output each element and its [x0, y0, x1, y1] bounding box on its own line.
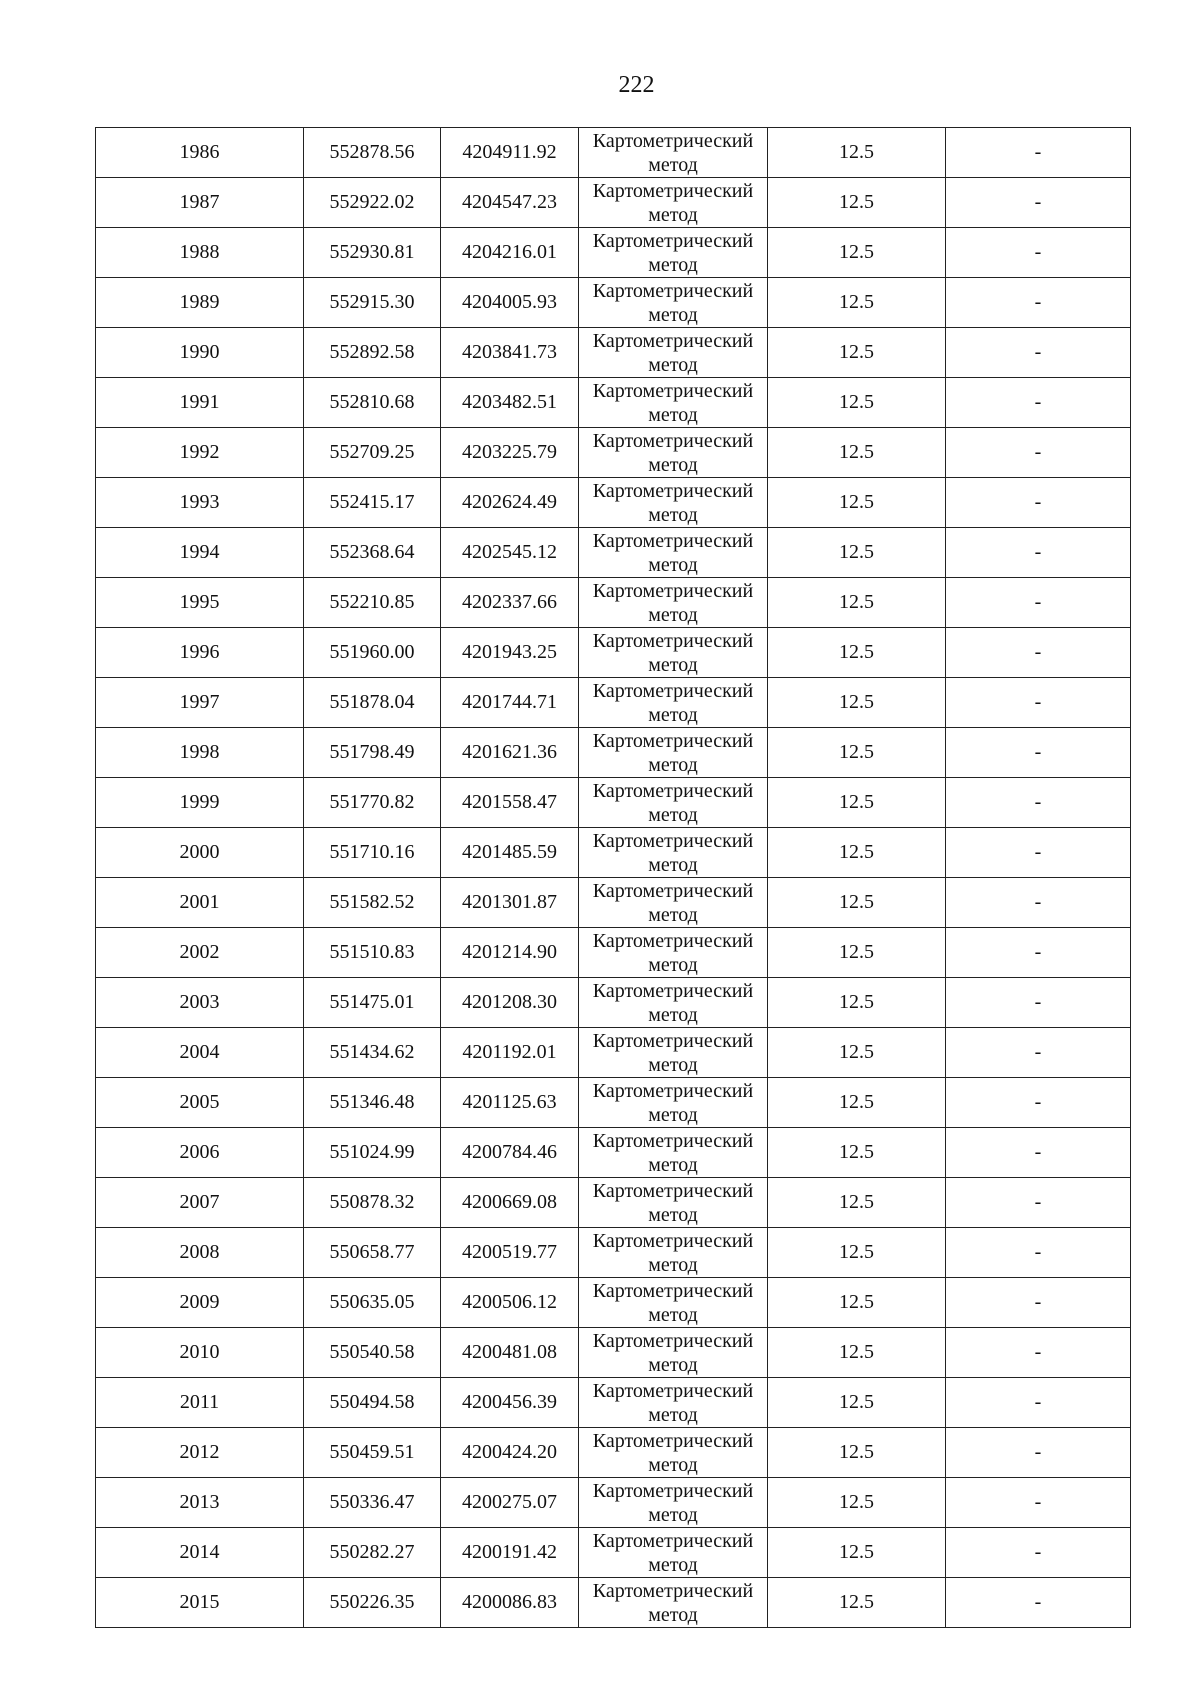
table-row: [96, 1328, 1131, 1378]
accuracy-cell: 12.5: [768, 428, 946, 478]
x-coordinate-cell: 552709.25: [304, 428, 441, 478]
method-cell: [579, 1328, 768, 1378]
accuracy-cell: 12.5: [768, 1578, 946, 1628]
coordinates-table: [95, 127, 1131, 1628]
point-number-cell: 1997: [96, 678, 304, 728]
method-line-1: Картометрический: [592, 1529, 754, 1552]
method-cell: [579, 1478, 768, 1528]
accuracy-cell: 12.5: [768, 928, 946, 978]
method-cell: [579, 1128, 768, 1178]
method-cell: [579, 528, 768, 578]
y-coordinate-cell: 4200275.07: [441, 1478, 579, 1528]
method-cell: [579, 1378, 768, 1428]
point-number-cell: 1996: [96, 628, 304, 678]
note-cell: -: [946, 628, 1131, 678]
method-line-1: Картометрический: [592, 679, 754, 702]
y-coordinate-cell: 4201208.30: [441, 978, 579, 1028]
method-line-2: метод: [648, 803, 698, 826]
note-cell: -: [946, 578, 1131, 628]
table-row: [96, 978, 1131, 1028]
method-line-2: метод: [648, 703, 698, 726]
method-line-2: метод: [648, 1353, 698, 1376]
accuracy-cell: 12.5: [768, 1178, 946, 1228]
table-row: [96, 1178, 1131, 1228]
accuracy-cell: 12.5: [768, 878, 946, 928]
point-number-cell: 1987: [96, 178, 304, 228]
method-line-2: метод: [648, 1253, 698, 1276]
y-coordinate-cell: 4201192.01: [441, 1028, 579, 1078]
method-line-1: Картометрический: [592, 779, 754, 802]
table-row: [96, 928, 1131, 978]
x-coordinate-cell: 551770.82: [304, 778, 441, 828]
point-number-cell: 2001: [96, 878, 304, 928]
note-cell: -: [946, 428, 1131, 478]
note-cell: -: [946, 378, 1131, 428]
method-cell: [579, 578, 768, 628]
x-coordinate-cell: 550635.05: [304, 1278, 441, 1328]
point-number-cell: 1990: [96, 328, 304, 378]
accuracy-cell: 12.5: [768, 1078, 946, 1128]
method-line-2: метод: [648, 1203, 698, 1226]
table-row: [96, 1028, 1131, 1078]
accuracy-cell: 12.5: [768, 378, 946, 428]
y-coordinate-cell: 4201301.87: [441, 878, 579, 928]
method-line-2: метод: [648, 753, 698, 776]
point-number-cell: 2003: [96, 978, 304, 1028]
table-row: [96, 178, 1131, 228]
method-line-2: метод: [648, 1603, 698, 1626]
x-coordinate-cell: 552368.64: [304, 528, 441, 578]
point-number-cell: 2015: [96, 1578, 304, 1628]
table-row: [96, 778, 1131, 828]
method-cell: [579, 878, 768, 928]
x-coordinate-cell: 551434.62: [304, 1028, 441, 1078]
accuracy-cell: 12.5: [768, 778, 946, 828]
accuracy-cell: 12.5: [768, 828, 946, 878]
table-row: [96, 378, 1131, 428]
y-coordinate-cell: 4200456.39: [441, 1378, 579, 1428]
accuracy-cell: 12.5: [768, 978, 946, 1028]
x-coordinate-cell: 550226.35: [304, 1578, 441, 1628]
point-number-cell: 2006: [96, 1128, 304, 1178]
method-line-2: метод: [648, 553, 698, 576]
method-line-1: Картометрический: [592, 1379, 754, 1402]
note-cell: -: [946, 1528, 1131, 1578]
point-number-cell: 1986: [96, 128, 304, 178]
method-cell: [579, 1228, 768, 1278]
note-cell: -: [946, 1078, 1131, 1128]
method-line-1: Картометрический: [592, 1479, 754, 1502]
method-cell: [579, 1528, 768, 1578]
accuracy-cell: 12.5: [768, 328, 946, 378]
method-line-1: Картометрический: [592, 279, 754, 302]
note-cell: -: [946, 828, 1131, 878]
method-cell: [579, 278, 768, 328]
table-row: [96, 1128, 1131, 1178]
x-coordinate-cell: 551798.49: [304, 728, 441, 778]
method-line-1: Картометрический: [592, 1179, 754, 1202]
accuracy-cell: 12.5: [768, 1278, 946, 1328]
point-number-cell: 1991: [96, 378, 304, 428]
method-line-2: метод: [648, 1003, 698, 1026]
method-line-1: Картометрический: [592, 1229, 754, 1252]
method-line-1: Картометрический: [592, 329, 754, 352]
note-cell: -: [946, 1228, 1131, 1278]
y-coordinate-cell: 4201485.59: [441, 828, 579, 878]
note-cell: -: [946, 478, 1131, 528]
table-row: [96, 1428, 1131, 1478]
method-line-1: Картометрический: [592, 1329, 754, 1352]
method-cell: [579, 978, 768, 1028]
point-number-cell: 2002: [96, 928, 304, 978]
method-line-1: Картометрический: [592, 1079, 754, 1102]
method-cell: [579, 828, 768, 878]
method-line-2: метод: [648, 503, 698, 526]
method-cell: [579, 678, 768, 728]
table-row: [96, 128, 1131, 178]
y-coordinate-cell: 4200424.20: [441, 1428, 579, 1478]
table-row: [96, 728, 1131, 778]
y-coordinate-cell: 4204216.01: [441, 228, 579, 278]
method-line-2: метод: [648, 203, 698, 226]
point-number-cell: 2011: [96, 1378, 304, 1428]
x-coordinate-cell: 552915.30: [304, 278, 441, 328]
method-line-2: метод: [648, 1453, 698, 1476]
table-row: [96, 328, 1131, 378]
method-line-1: Картометрический: [592, 529, 754, 552]
method-line-1: Картометрический: [592, 179, 754, 202]
x-coordinate-cell: 552810.68: [304, 378, 441, 428]
method-line-1: Картометрический: [592, 979, 754, 1002]
accuracy-cell: 12.5: [768, 628, 946, 678]
method-cell: [579, 1428, 768, 1478]
accuracy-cell: 12.5: [768, 1328, 946, 1378]
x-coordinate-cell: 550282.27: [304, 1528, 441, 1578]
method-line-2: метод: [648, 903, 698, 926]
method-line-2: метод: [648, 853, 698, 876]
table-row: [96, 878, 1131, 928]
point-number-cell: 1993: [96, 478, 304, 528]
point-number-cell: 2000: [96, 828, 304, 878]
table-row: [96, 828, 1131, 878]
point-number-cell: 2014: [96, 1528, 304, 1578]
method-line-2: метод: [648, 603, 698, 626]
x-coordinate-cell: 552930.81: [304, 228, 441, 278]
note-cell: -: [946, 1128, 1131, 1178]
method-cell: [579, 1078, 768, 1128]
point-number-cell: 1994: [96, 528, 304, 578]
method-line-2: метод: [648, 1553, 698, 1576]
note-cell: -: [946, 678, 1131, 728]
accuracy-cell: 12.5: [768, 1428, 946, 1478]
y-coordinate-cell: 4201943.25: [441, 628, 579, 678]
note-cell: -: [946, 1478, 1131, 1528]
page-number: 222: [618, 72, 655, 98]
method-cell: [579, 478, 768, 528]
note-cell: -: [946, 278, 1131, 328]
note-cell: -: [946, 528, 1131, 578]
method-line-2: метод: [648, 253, 698, 276]
accuracy-cell: 12.5: [768, 728, 946, 778]
table-row: [96, 1578, 1131, 1628]
x-coordinate-cell: 551024.99: [304, 1128, 441, 1178]
y-coordinate-cell: 4201125.63: [441, 1078, 579, 1128]
method-cell: [579, 328, 768, 378]
accuracy-cell: 12.5: [768, 478, 946, 528]
point-number-cell: 1992: [96, 428, 304, 478]
table-row: [96, 1078, 1131, 1128]
x-coordinate-cell: 552415.17: [304, 478, 441, 528]
method-line-1: Картометрический: [592, 829, 754, 852]
method-line-1: Картометрический: [592, 229, 754, 252]
note-cell: -: [946, 1578, 1131, 1628]
table-row: [96, 578, 1131, 628]
accuracy-cell: 12.5: [768, 1128, 946, 1178]
method-cell: [579, 428, 768, 478]
x-coordinate-cell: 550336.47: [304, 1478, 441, 1528]
method-line-1: Картометрический: [592, 579, 754, 602]
table-row: [96, 678, 1131, 728]
accuracy-cell: 12.5: [768, 1228, 946, 1278]
method-line-1: Картометрический: [592, 929, 754, 952]
point-number-cell: 2008: [96, 1228, 304, 1278]
method-line-1: Картометрический: [592, 879, 754, 902]
accuracy-cell: 12.5: [768, 178, 946, 228]
point-number-cell: 2004: [96, 1028, 304, 1078]
y-coordinate-cell: 4201214.90: [441, 928, 579, 978]
y-coordinate-cell: 4201621.36: [441, 728, 579, 778]
table-row: [96, 1378, 1131, 1428]
method-cell: [579, 778, 768, 828]
method-cell: [579, 928, 768, 978]
note-cell: -: [946, 1178, 1131, 1228]
x-coordinate-cell: 551582.52: [304, 878, 441, 928]
note-cell: -: [946, 878, 1131, 928]
point-number-cell: 2009: [96, 1278, 304, 1328]
method-line-1: Картометрический: [592, 479, 754, 502]
method-line-1: Картометрический: [592, 629, 754, 652]
note-cell: -: [946, 1428, 1131, 1478]
method-line-1: Картометрический: [592, 1029, 754, 1052]
x-coordinate-cell: 550494.58: [304, 1378, 441, 1428]
x-coordinate-cell: 550459.51: [304, 1428, 441, 1478]
method-cell: [579, 1278, 768, 1328]
accuracy-cell: 12.5: [768, 1478, 946, 1528]
method-cell: [579, 628, 768, 678]
y-coordinate-cell: 4200481.08: [441, 1328, 579, 1378]
y-coordinate-cell: 4200784.46: [441, 1128, 579, 1178]
x-coordinate-cell: 551960.00: [304, 628, 441, 678]
accuracy-cell: 12.5: [768, 578, 946, 628]
x-coordinate-cell: 551878.04: [304, 678, 441, 728]
note-cell: -: [946, 778, 1131, 828]
method-line-2: метод: [648, 1503, 698, 1526]
accuracy-cell: 12.5: [768, 1378, 946, 1428]
y-coordinate-cell: 4200191.42: [441, 1528, 579, 1578]
point-number-cell: 1998: [96, 728, 304, 778]
table-row: [96, 528, 1131, 578]
y-coordinate-cell: 4200506.12: [441, 1278, 579, 1328]
y-coordinate-cell: 4202624.49: [441, 478, 579, 528]
x-coordinate-cell: 552878.56: [304, 128, 441, 178]
method-line-2: метод: [648, 303, 698, 326]
method-cell: [579, 1178, 768, 1228]
x-coordinate-cell: 552892.58: [304, 328, 441, 378]
y-coordinate-cell: 4204005.93: [441, 278, 579, 328]
table-row: [96, 1478, 1131, 1528]
table-row: [96, 278, 1131, 328]
point-number-cell: 2005: [96, 1078, 304, 1128]
accuracy-cell: 12.5: [768, 128, 946, 178]
method-line-2: метод: [648, 403, 698, 426]
y-coordinate-cell: 4203225.79: [441, 428, 579, 478]
method-line-1: Картометрический: [592, 729, 754, 752]
note-cell: -: [946, 1278, 1131, 1328]
note-cell: -: [946, 728, 1131, 778]
note-cell: -: [946, 228, 1131, 278]
note-cell: -: [946, 328, 1131, 378]
point-number-cell: 2010: [96, 1328, 304, 1378]
y-coordinate-cell: 4202337.66: [441, 578, 579, 628]
point-number-cell: 2007: [96, 1178, 304, 1228]
point-number-cell: 2012: [96, 1428, 304, 1478]
x-coordinate-cell: 550540.58: [304, 1328, 441, 1378]
method-cell: [579, 728, 768, 778]
y-coordinate-cell: 4200086.83: [441, 1578, 579, 1628]
method-line-2: метод: [648, 1103, 698, 1126]
method-line-1: Картометрический: [592, 1429, 754, 1452]
method-cell: [579, 128, 768, 178]
method-line-1: Картометрический: [592, 1129, 754, 1152]
method-cell: [579, 178, 768, 228]
table-row: [96, 1278, 1131, 1328]
note-cell: -: [946, 1028, 1131, 1078]
x-coordinate-cell: 551510.83: [304, 928, 441, 978]
method-line-2: метод: [648, 1153, 698, 1176]
coordinates-table-body: [96, 128, 1131, 1628]
method-line-1: Картометрический: [592, 379, 754, 402]
point-number-cell: 2013: [96, 1478, 304, 1528]
method-cell: [579, 378, 768, 428]
method-cell: [579, 1578, 768, 1628]
method-line-2: метод: [648, 353, 698, 376]
y-coordinate-cell: 4203482.51: [441, 378, 579, 428]
y-coordinate-cell: 4204547.23: [441, 178, 579, 228]
note-cell: -: [946, 1328, 1131, 1378]
y-coordinate-cell: 4204911.92: [441, 128, 579, 178]
note-cell: -: [946, 978, 1131, 1028]
accuracy-cell: 12.5: [768, 528, 946, 578]
x-coordinate-cell: 550658.77: [304, 1228, 441, 1278]
x-coordinate-cell: 551475.01: [304, 978, 441, 1028]
y-coordinate-cell: 4201558.47: [441, 778, 579, 828]
accuracy-cell: 12.5: [768, 1528, 946, 1578]
point-number-cell: 1988: [96, 228, 304, 278]
accuracy-cell: 12.5: [768, 1028, 946, 1078]
x-coordinate-cell: 551346.48: [304, 1078, 441, 1128]
y-coordinate-cell: 4200669.08: [441, 1178, 579, 1228]
note-cell: -: [946, 178, 1131, 228]
method-line-2: метод: [648, 953, 698, 976]
method-line-2: метод: [648, 1403, 698, 1426]
table-row: [96, 1228, 1131, 1278]
point-number-cell: 1989: [96, 278, 304, 328]
y-coordinate-cell: 4203841.73: [441, 328, 579, 378]
accuracy-cell: 12.5: [768, 678, 946, 728]
method-line-2: метод: [648, 1053, 698, 1076]
method-line-1: Картометрический: [592, 1279, 754, 1302]
method-cell: [579, 228, 768, 278]
table-row: [96, 478, 1131, 528]
method-line-1: Картометрический: [592, 129, 754, 152]
method-line-1: Картометрический: [592, 1579, 754, 1602]
method-line-1: Картометрический: [592, 429, 754, 452]
note-cell: -: [946, 1378, 1131, 1428]
method-line-2: метод: [648, 453, 698, 476]
x-coordinate-cell: 551710.16: [304, 828, 441, 878]
note-cell: -: [946, 928, 1131, 978]
point-number-cell: 1999: [96, 778, 304, 828]
table-row: [96, 628, 1131, 678]
table-row: [96, 1528, 1131, 1578]
y-coordinate-cell: 4202545.12: [441, 528, 579, 578]
method-line-2: метод: [648, 1303, 698, 1326]
x-coordinate-cell: 550878.32: [304, 1178, 441, 1228]
method-cell: [579, 1028, 768, 1078]
table-row: [96, 428, 1131, 478]
point-number-cell: 1995: [96, 578, 304, 628]
note-cell: -: [946, 128, 1131, 178]
x-coordinate-cell: 552210.85: [304, 578, 441, 628]
accuracy-cell: 12.5: [768, 278, 946, 328]
y-coordinate-cell: 4201744.71: [441, 678, 579, 728]
method-line-2: метод: [648, 153, 698, 176]
x-coordinate-cell: 552922.02: [304, 178, 441, 228]
method-line-2: метод: [648, 653, 698, 676]
y-coordinate-cell: 4200519.77: [441, 1228, 579, 1278]
accuracy-cell: 12.5: [768, 228, 946, 278]
table-row: [96, 228, 1131, 278]
